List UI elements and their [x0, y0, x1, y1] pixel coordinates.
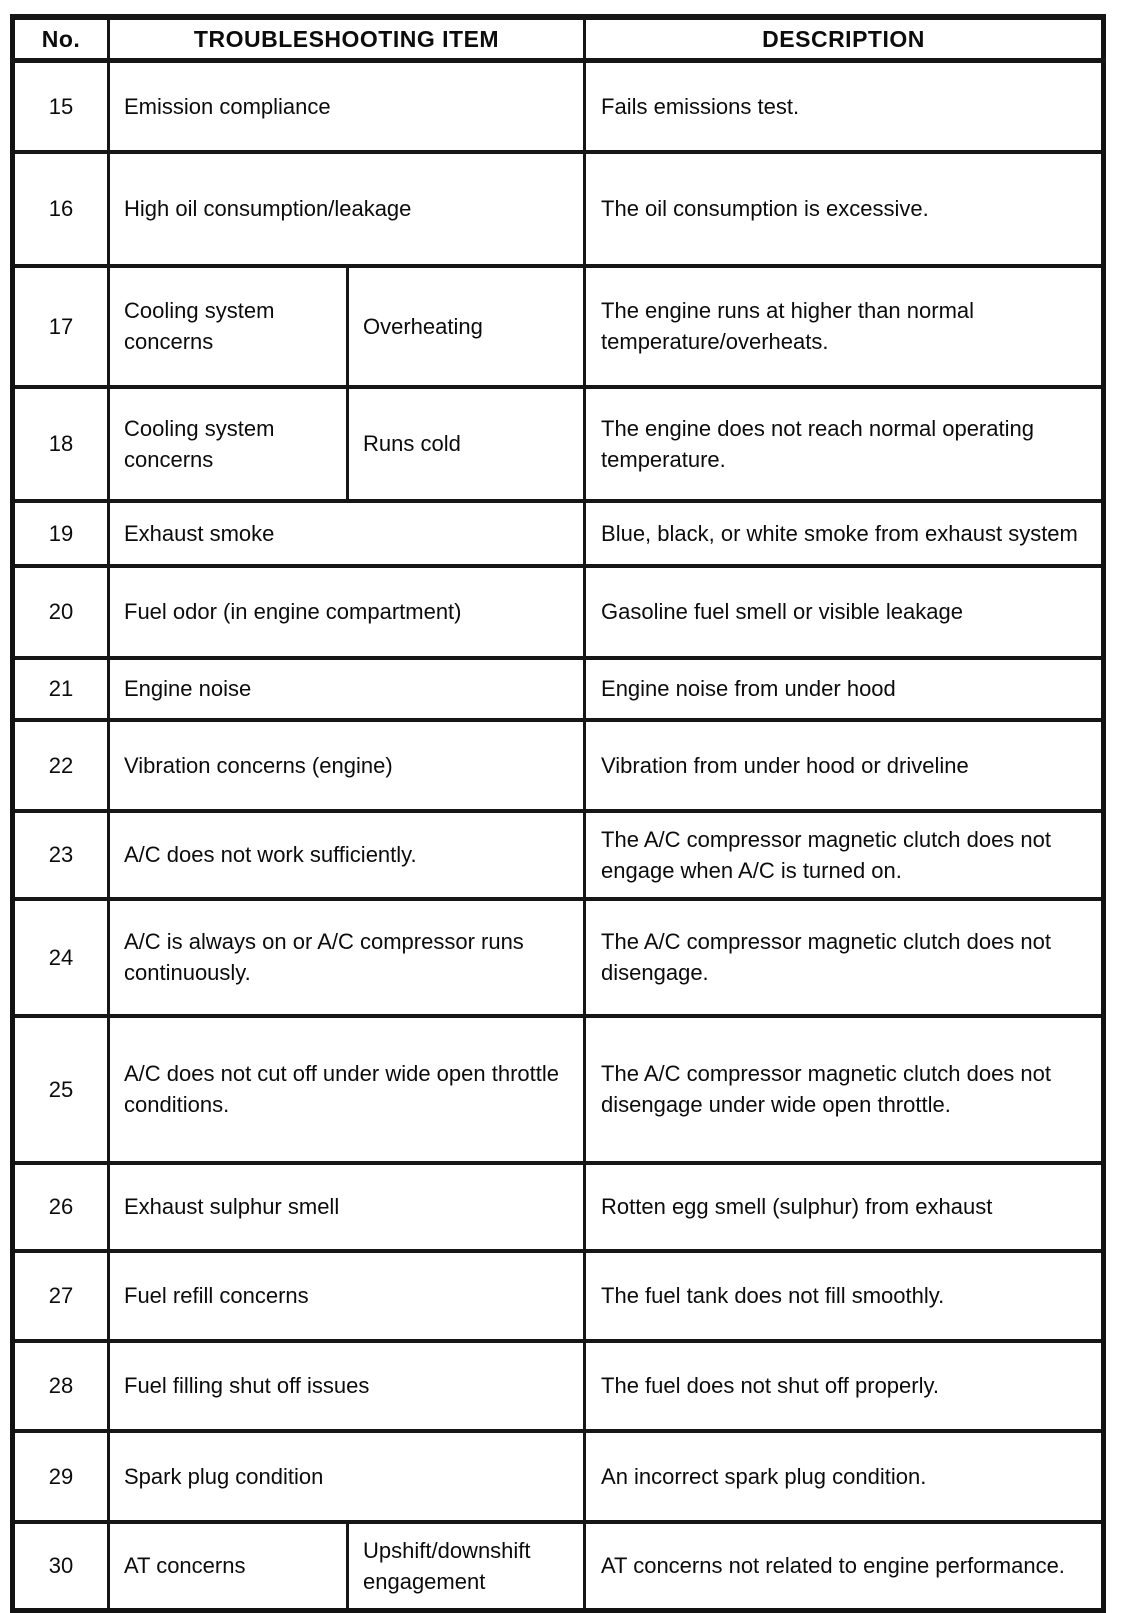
description-cell: Fails emissions test. — [585, 61, 1104, 152]
description-cell: The fuel does not shut off properly. — [585, 1341, 1104, 1431]
description-cell: The oil consumption is excessive. — [585, 152, 1104, 266]
description-cell: Engine noise from under hood — [585, 658, 1104, 720]
troubleshooting-item-cell: Fuel refill concerns — [109, 1251, 585, 1341]
troubleshooting-item-cell: High oil consumption/leakage — [109, 152, 585, 266]
description-cell: AT concerns not related to engine performance. — [585, 1522, 1104, 1611]
table-row — [13, 61, 1104, 152]
troubleshooting-item-cell: Fuel odor (in engine compartment) — [109, 566, 585, 658]
row-number-cell: 26 — [13, 1163, 109, 1251]
table-row — [13, 501, 1104, 566]
row-number-cell: 16 — [13, 152, 109, 266]
description-cell: The engine runs at higher than normal temperature/overheats. — [585, 266, 1104, 387]
row-number-cell: 15 — [13, 61, 109, 152]
troubleshooting-item-cell: Emission compliance — [109, 61, 585, 152]
description-cell: The A/C compressor magnetic clutch does not disengage. — [585, 899, 1104, 1016]
table-row — [13, 658, 1104, 720]
table-row — [13, 1016, 1104, 1163]
troubleshooting-item-cell: AT concerns — [109, 1522, 348, 1611]
table-row — [13, 152, 1104, 266]
row-number-cell: 24 — [13, 899, 109, 1016]
troubleshooting-item-cell: Spark plug condition — [109, 1431, 585, 1522]
table-body — [13, 61, 1104, 1611]
column-header-no: No. — [13, 17, 109, 61]
row-number-cell: 20 — [13, 566, 109, 658]
troubleshooting-item-cell: Vibration concerns (engine) — [109, 720, 585, 811]
description-cell: An incorrect spark plug condition. — [585, 1431, 1104, 1522]
column-header-description: DESCRIPTION — [585, 17, 1104, 61]
troubleshooting-table — [10, 14, 1106, 1613]
description-cell: Blue, black, or white smoke from exhaust system — [585, 501, 1104, 566]
troubleshooting-sub-item-cell: Overheating — [348, 266, 585, 387]
description-cell: The engine does not reach normal operating temperature. — [585, 387, 1104, 501]
table-row — [13, 899, 1104, 1016]
table-row — [13, 811, 1104, 899]
description-cell: The fuel tank does not fill smoothly. — [585, 1251, 1104, 1341]
description-cell: Vibration from under hood or driveline — [585, 720, 1104, 811]
troubleshooting-item-cell: Exhaust sulphur smell — [109, 1163, 585, 1251]
row-number-cell: 21 — [13, 658, 109, 720]
row-number-cell: 30 — [13, 1522, 109, 1611]
troubleshooting-sub-item-cell: Upshift/downshift engagement — [348, 1522, 585, 1611]
row-number-cell: 27 — [13, 1251, 109, 1341]
table-row — [13, 720, 1104, 811]
table-row — [13, 1341, 1104, 1431]
row-number-cell: 25 — [13, 1016, 109, 1163]
troubleshooting-item-cell: Fuel filling shut off issues — [109, 1341, 585, 1431]
troubleshooting-item-cell: Cooling system concerns — [109, 387, 348, 501]
row-number-cell: 23 — [13, 811, 109, 899]
table-row — [13, 1431, 1104, 1522]
table-row — [13, 566, 1104, 658]
description-cell: Gasoline fuel smell or visible leakage — [585, 566, 1104, 658]
row-number-cell: 17 — [13, 266, 109, 387]
header-row — [13, 17, 1104, 61]
table-row — [13, 1522, 1104, 1611]
troubleshooting-item-cell: A/C does not cut off under wide open throttle conditions. — [109, 1016, 585, 1163]
troubleshooting-item-cell: Exhaust smoke — [109, 501, 585, 566]
row-number-cell: 19 — [13, 501, 109, 566]
troubleshooting-item-cell: Engine noise — [109, 658, 585, 720]
troubleshooting-item-cell: A/C does not work sufficiently. — [109, 811, 585, 899]
description-cell: Rotten egg smell (sulphur) from exhaust — [585, 1163, 1104, 1251]
description-cell: The A/C compressor magnetic clutch does not engage when A/C is turned on. — [585, 811, 1104, 899]
row-number-cell: 28 — [13, 1341, 109, 1431]
troubleshooting-item-cell: A/C is always on or A/C compressor runs continuously. — [109, 899, 585, 1016]
column-header-troubleshooting-item: TROUBLESHOOTING ITEM — [109, 17, 585, 61]
table-row — [13, 1163, 1104, 1251]
row-number-cell: 18 — [13, 387, 109, 501]
table-row — [13, 387, 1104, 501]
description-cell: The A/C compressor magnetic clutch does not disengage under wide open throttle. — [585, 1016, 1104, 1163]
row-number-cell: 22 — [13, 720, 109, 811]
troubleshooting-sub-item-cell: Runs cold — [348, 387, 585, 501]
table-row — [13, 1251, 1104, 1341]
troubleshooting-item-cell: Cooling system concerns — [109, 266, 348, 387]
table-row — [13, 266, 1104, 387]
row-number-cell: 29 — [13, 1431, 109, 1522]
